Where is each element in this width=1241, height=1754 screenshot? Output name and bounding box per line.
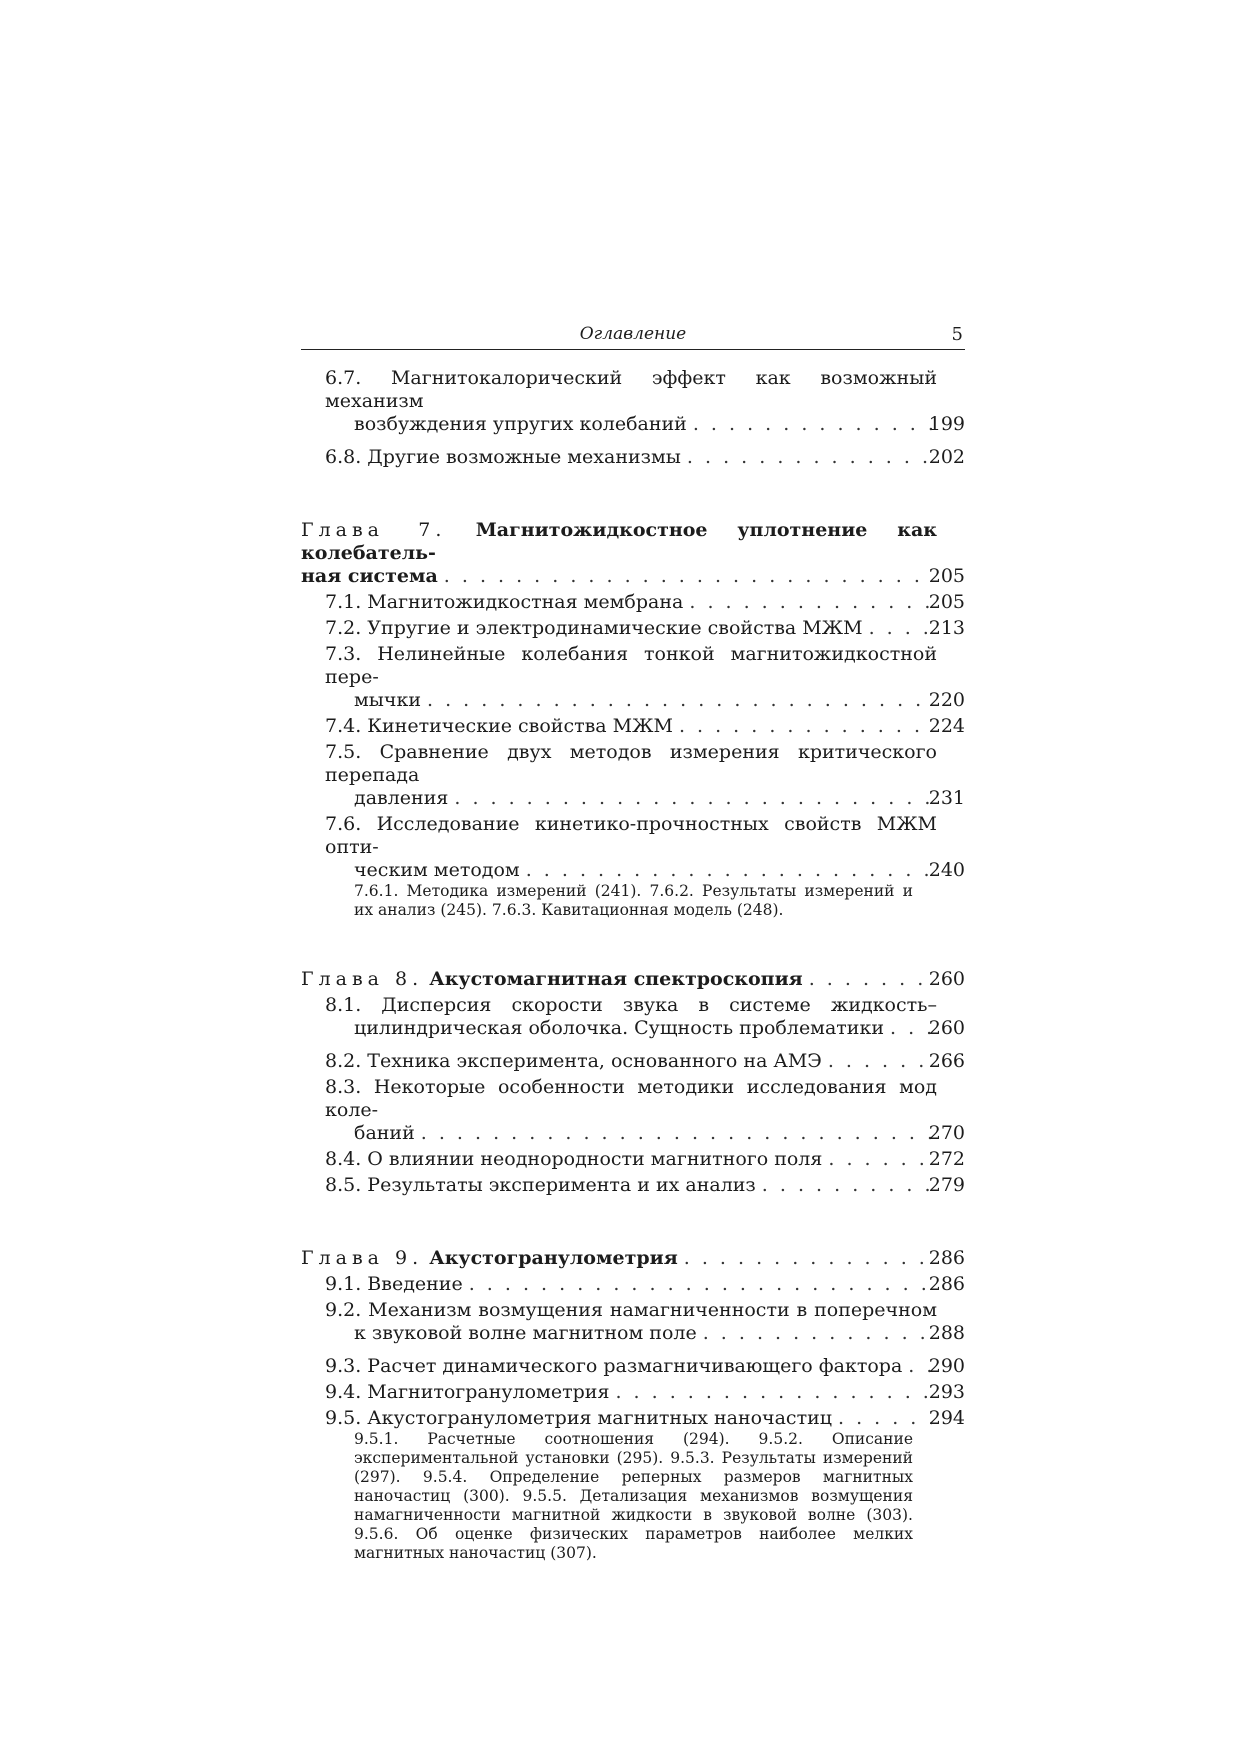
page-ref: 220: [928, 689, 965, 711]
chapter-title: Магнитожидкостное уплотнение как колебатель-: [301, 519, 937, 564]
page-ref: 205: [928, 591, 965, 613]
dot-leader: [828, 1148, 933, 1171]
page-ref: 240: [928, 859, 965, 881]
subsection-list-9-5: 9.5.1. Расчетные соотношения (294). 9.5.2. Описание экспериментальной установки (295). 9.5.3. Результаты измерений (297). 9.5.4. Определение реперных размеров магнитных наночастиц (300). 9.5.5. Детализация механизмов возмущения намагниченности магнитной жидкости в звуковой волне (303). 9.5.6. Об оценке физических параметров наиболее мелких магнитных наночастиц (307).: [354, 1430, 913, 1562]
dot-leader: [615, 1381, 933, 1404]
toc-entry-6-8[interactable]: [301, 446, 965, 469]
entry-line: 7.6. Исследование кинетико-прочностных свойств МЖМ опти-: [325, 813, 937, 858]
entry-line: возбуждения упругих колебаний: [354, 413, 687, 435]
dot-leader: [809, 968, 933, 991]
entry-line: к звуковой волне магнитном поле: [354, 1322, 697, 1344]
entry-line: 8.5. Результаты эксперимента и их анализ: [325, 1174, 756, 1196]
toc-chapter-8[interactable]: [301, 968, 965, 991]
dot-leader: [469, 1273, 933, 1296]
dot-leader: [679, 715, 933, 738]
dot-leader: [687, 446, 933, 469]
page-ref: 224: [928, 715, 965, 737]
page-ref: 205: [928, 565, 965, 587]
entry-line: 9.5. Акустогранулометрия магнитных наночастиц: [325, 1407, 832, 1429]
chapter-title: Акустомагнитная спектроскопия: [429, 968, 803, 990]
page-ref: 286: [928, 1247, 965, 1269]
toc-entry-9-2[interactable]: [301, 1299, 965, 1345]
dot-leader: [828, 1050, 933, 1073]
page-ref: 231: [928, 787, 965, 809]
page-ref: 260: [928, 968, 965, 990]
toc-entry-7-3[interactable]: [301, 643, 965, 712]
entry-line: 8.1. Дисперсия скорости звука в системе жидкость–: [325, 994, 937, 1016]
entry-line: 8.2. Техника эксперимента, основанного на АМЭ: [325, 1050, 822, 1072]
entry-line: 6.8. Другие возможные механизмы: [325, 446, 681, 468]
entry-line: цилиндрическая оболочка. Сущность проблематики: [354, 1017, 885, 1039]
entry-line: 9.2. Механизм возмущения намагниченности в поперечном: [325, 1299, 937, 1321]
page-ref: 293: [928, 1381, 965, 1403]
page-ref: 290: [928, 1355, 965, 1377]
chapter-title: ная система: [301, 565, 438, 587]
toc-entry-7-1[interactable]: [301, 591, 965, 614]
dot-leader: [703, 1322, 933, 1345]
toc-entry-6-7[interactable]: [301, 367, 965, 436]
dot-leader: [762, 1174, 933, 1197]
entry-line: мычки: [354, 689, 422, 711]
toc-entry-7-6[interactable]: [301, 813, 965, 882]
dot-leader: [427, 689, 933, 712]
entry-line: 8.4. О влиянии неоднородности магнитного поля: [325, 1148, 823, 1170]
page-ref: 272: [928, 1148, 965, 1170]
entry-line: 7.3. Нелинейные колебания тонкой магнитожидкостной пере-: [325, 643, 937, 688]
page-header: [301, 319, 965, 350]
chapter-prefix: Глава 7.: [301, 519, 447, 541]
dot-leader: [693, 413, 933, 436]
dot-leader: [526, 859, 933, 882]
toc-entry-9-5[interactable]: [301, 1407, 965, 1430]
page-ref: 199: [928, 413, 965, 435]
entry-line: 7.1. Магнитожидкостная мембрана: [325, 591, 684, 613]
toc-entry-9-1[interactable]: [301, 1273, 965, 1296]
toc-entry-9-4[interactable]: [301, 1381, 965, 1404]
toc-entry-9-3[interactable]: [301, 1355, 965, 1378]
page-ref: 288: [928, 1322, 965, 1344]
toc-entry-8-2[interactable]: [301, 1050, 965, 1073]
toc-entry-7-4[interactable]: [301, 715, 965, 738]
entry-line: 9.4. Магнитогранулометрия: [325, 1381, 610, 1403]
toc-entry-7-5[interactable]: [301, 741, 965, 810]
page-ref: 279: [928, 1174, 965, 1196]
entry-line: 7.2. Упругие и электродинамические свойства МЖМ: [325, 617, 863, 639]
entry-line: 8.3. Некоторые особенности методики исследования мод коле-: [325, 1076, 937, 1121]
entry-line: давления: [354, 787, 449, 809]
subsection-list-7-6: 7.6.1. Методика измерений (241). 7.6.2. Результаты измерений и их анализ (245). 7.6.3. Кавитационная модель (248).: [354, 882, 913, 919]
chapter-prefix: Глава 9.: [301, 1247, 424, 1269]
running-title: Оглавление: [579, 324, 687, 344]
page-ref: 294: [928, 1407, 965, 1429]
entry-line: баний: [354, 1122, 415, 1144]
entry-line: 9.3. Расчет динамического размагничивающего фактора: [325, 1355, 903, 1377]
chapter-title: Акустогранулометрия: [429, 1247, 678, 1269]
dot-leader: [684, 1247, 933, 1270]
dot-leader: [689, 591, 933, 614]
entry-line: ческим методом: [354, 859, 520, 881]
page-ref: 213: [928, 617, 965, 639]
page-ref: 202: [928, 446, 965, 468]
page-number: 5: [951, 324, 963, 345]
entry-line: 6.7. Магнитокалорический эффект как возможный механизм: [325, 367, 937, 412]
dot-leader: [444, 565, 933, 588]
page-ref: 266: [928, 1050, 965, 1072]
toc-entry-8-1[interactable]: [301, 994, 965, 1040]
entry-line: 9.1. Введение: [325, 1273, 463, 1295]
toc-entry-8-3[interactable]: [301, 1076, 965, 1145]
toc-chapter-7[interactable]: [301, 519, 965, 588]
page-ref: 286: [928, 1273, 965, 1295]
toc-chapter-9[interactable]: [301, 1247, 965, 1270]
dot-leader: [454, 787, 933, 810]
page-ref: 260: [928, 1017, 965, 1039]
toc-entry-7-2[interactable]: [301, 617, 965, 640]
toc-entry-8-5[interactable]: [301, 1174, 965, 1197]
toc-entry-8-4[interactable]: [301, 1148, 965, 1171]
chapter-prefix: Глава 8.: [301, 968, 424, 990]
table-of-contents: [301, 367, 965, 1563]
entry-line: 7.4. Кинетические свойства МЖМ: [325, 715, 673, 737]
dot-leader: [421, 1122, 933, 1145]
entry-line: 7.5. Сравнение двух методов измерения критического перепада: [325, 741, 937, 786]
page-ref: 270: [928, 1122, 965, 1144]
